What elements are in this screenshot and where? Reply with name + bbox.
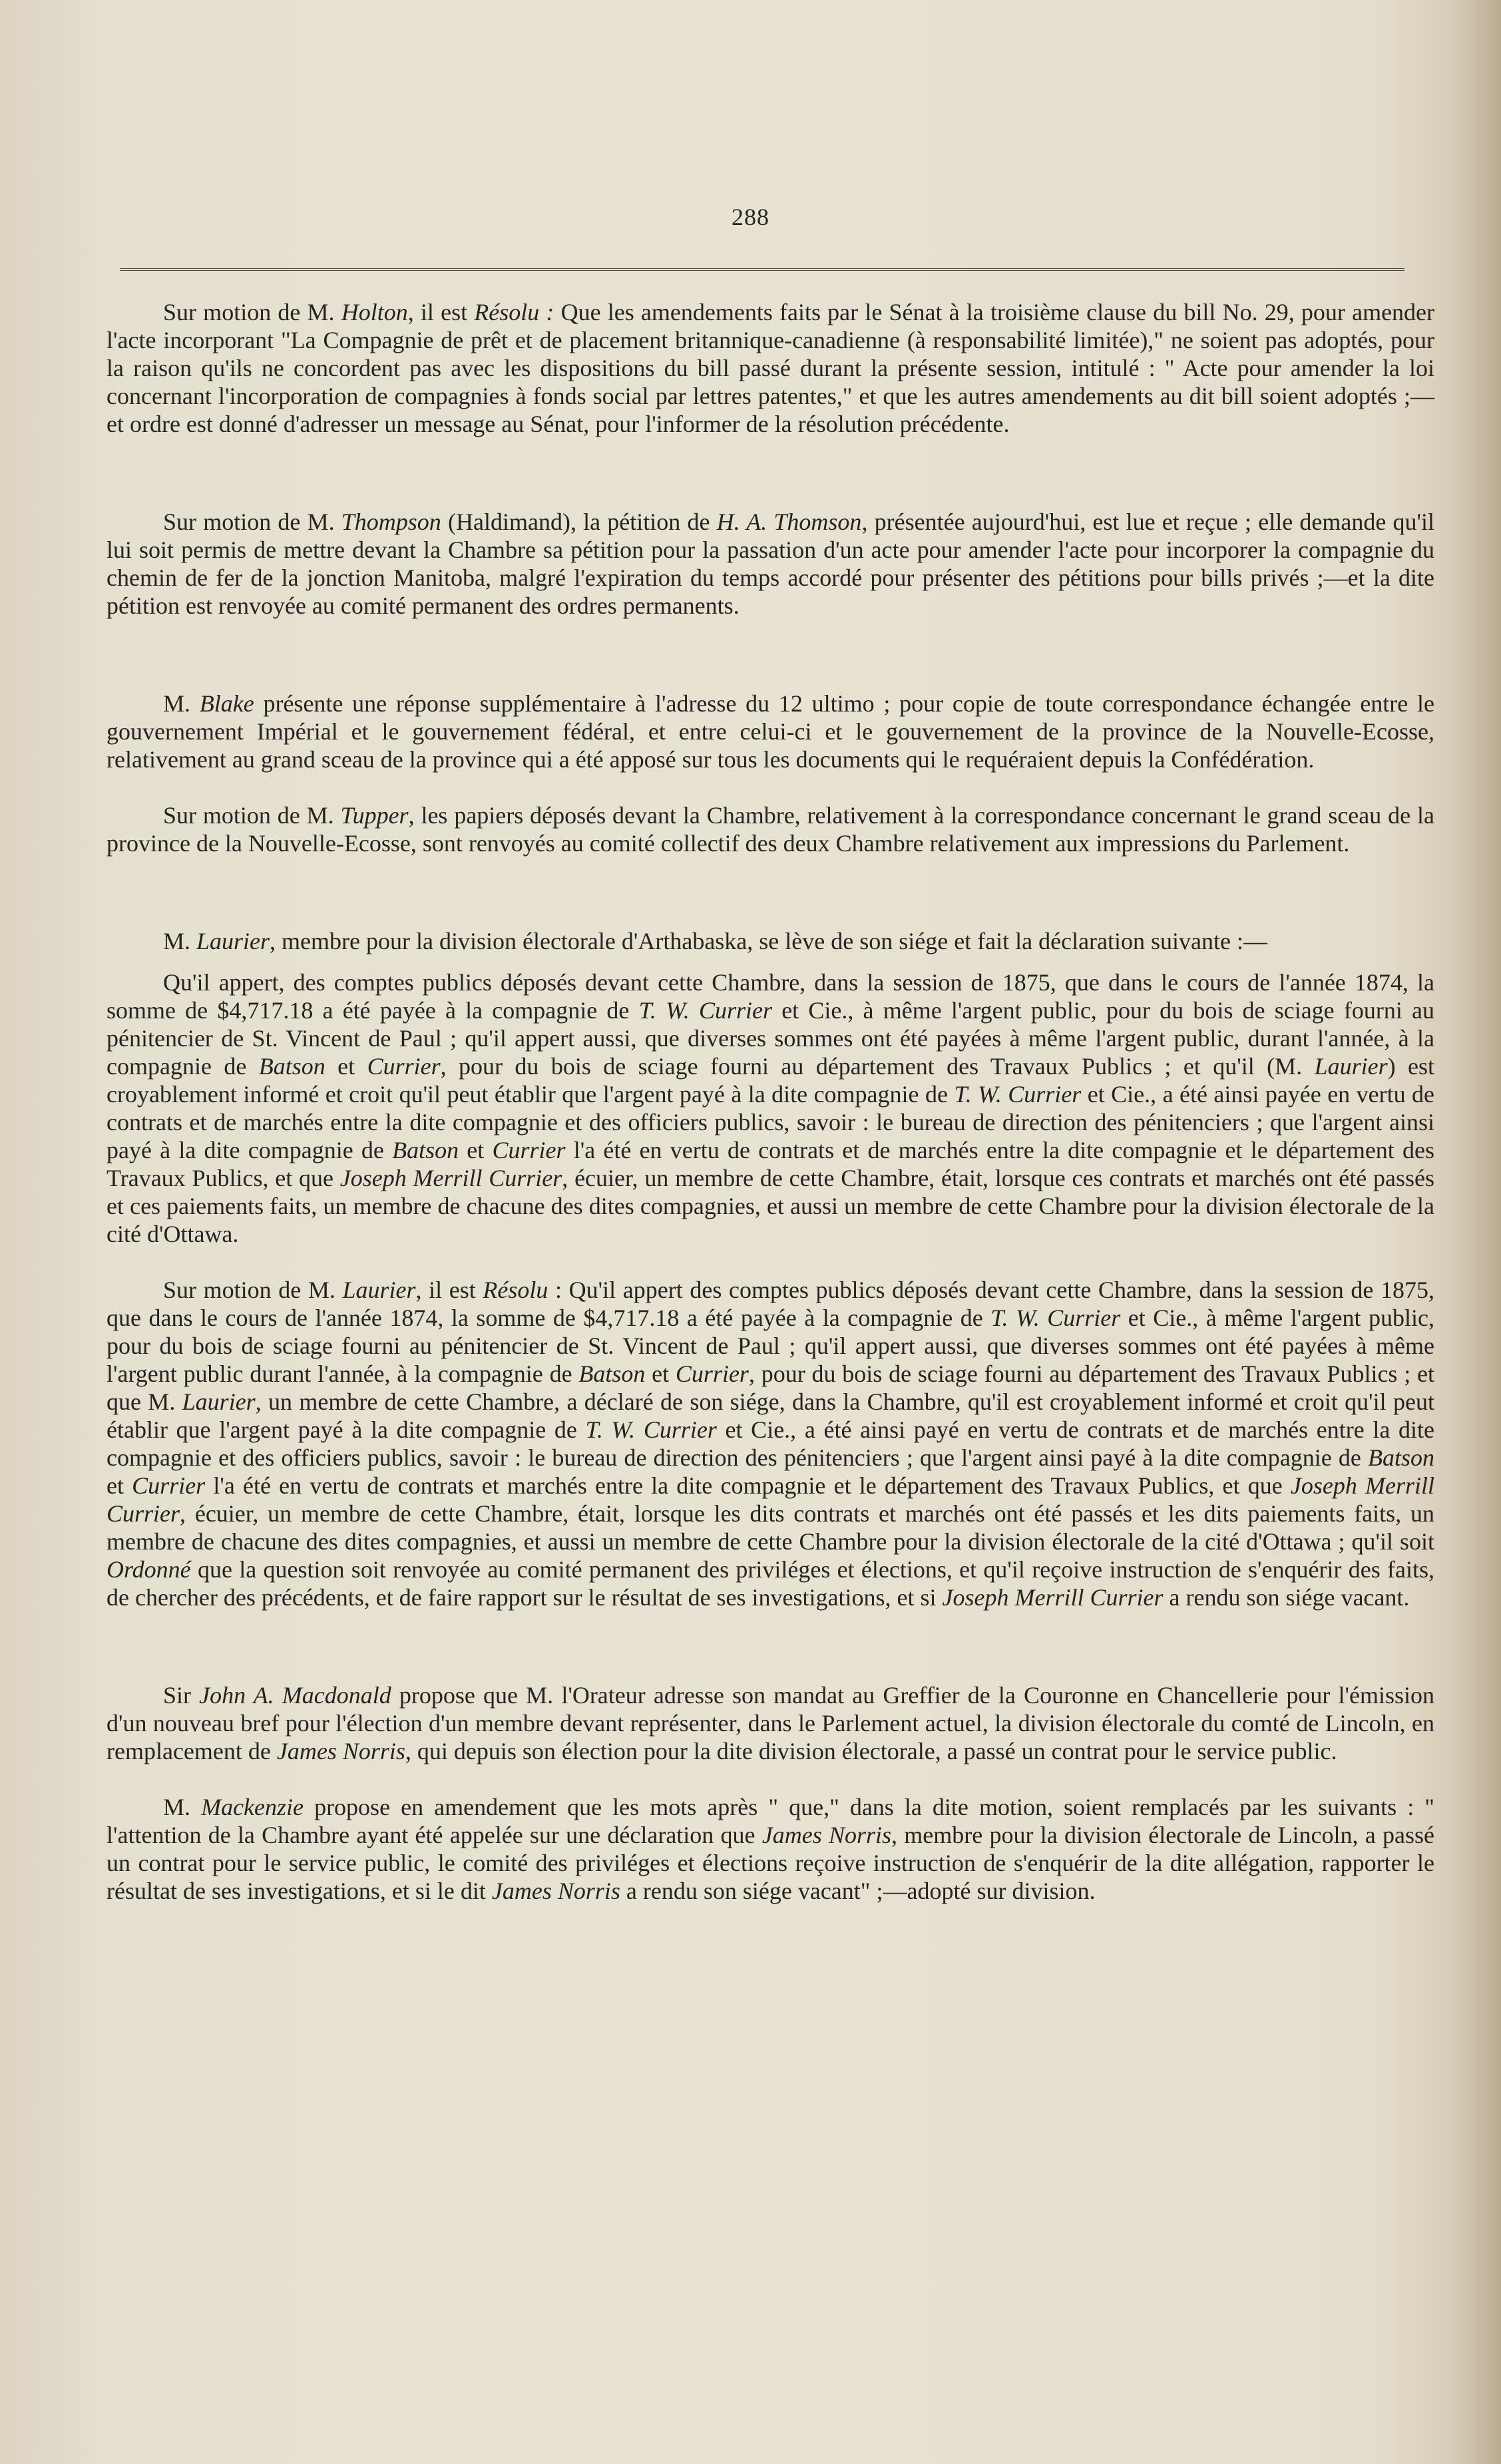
page-number: 288 [732,204,769,230]
paragraph-declaration-text: Qu'il appert, des comptes publics déposés devant cette Chambre, dans la session de 1875, que dans le cours de l'année 1874, la somme de $4,717.18 a été payée à la compagnie de T. W. Currier et Cie., à même l'argent public, pour du bois de sciage fourni au pénitencier de St. Vincent de Paul ; qu'il appert aussi, que diverses sommes ont été payées à même l'argent public, durant l'année, à la compagnie de Batson et Currier, pour du bois de sciage fourni au département des Travaux Publics ; et qu'il (M. Laurier) est croyablement informé et croit qu'il peut établir que l'argent payé à la dite compagnie de T. W. Currier et Cie., a été ainsi payée en vertu de contrats et de marchés entre la dite compagnie et des officiers publics, savoir : le bureau de direction des pénitenciers ; que l'argent ainsi payé à la dite compagnie de Batson et Currier l'a été en vertu de contrats et de marchés entre la dite compagnie et le département des Travaux Publics, et que Joseph Merrill Currier, écuier, un membre de cette Chambre, était, lorsque ces contrats et marchés ont été passés et ces paiements faits, un membre de chacune des dites compagnies, et aussi un membre de cette Chambre pour la division électorale de la cité d'Ottawa. [107,969,1435,1247]
paragraph-holton-motion: Sur motion de M. Holton, il est Résolu : Que les amendements faits par le Sénat à la troisième clause du bill No. 29, pour amender l'acte incorporant "La Compagnie de prêt et de placement britannique-canadienne (à responsabilité limitée)," ne soient pas adoptés, pour la raison qu'ils ne concordent pas avec les dispositions du bill passé durant la présente session, intitulé : " Acte pour amender la loi concernant l'incorporation de compagnies à fonds social par lettres patentes," et que les autres amendements au dit bill soient adoptés ;—et ordre est donné d'adresser un message au Sénat, pour l'informer de la résolution précédente. [107,299,1435,437]
header-rule [120,268,1404,275]
paragraph-macdonald-motion: Sir John A. Macdonald propose que M. l'Orateur adresse son mandat au Greffier de la Couronne en Chancellerie pour l'émission d'un nouveau bref pour l'élection d'un membre devant représenter, dans le Parlement actuel, la division électorale du comté de Lincoln, en remplacement de James Norris, qui depuis son élection pour la dite division électorale, a passé un contrat pour le service public. [107,1682,1434,1764]
paragraph-blake-reply: M. Blake présente une réponse supplémentaire à l'adresse du 12 ultimo ; pour copie de toute correspondance échangée entre le gouvernement Impérial et le gouvernement fédéral, et entre celui-ci et le gouvernement de la province de la Nouvelle-Ecosse, relativement au grand sceau de la province qui a été apposé sur tous les documents qui le requéraient depuis la Confédération. [107,690,1434,773]
paragraph-laurier-resolution: Sur motion de M. Laurier, il est Résolu : Qu'il appert des comptes publics déposés devant cette Chambre, dans la session de 1875, que dans le cours de l'année 1874, la somme de $4,717.18 a été payée à la compagnie de T. W. Currier et Cie., à même l'argent public, pour du bois de sciage fourni au pénitencier de St. Vincent de Paul ; qu'il appert aussi, que diverses sommes ont été payées à même l'argent public durant l'année, à la compagnie de Batson et Currier, pour du bois de sciage fourni au département des Travaux Publics ; et que M. Laurier, un membre de cette Chambre, a déclaré de son siége, dans la Chambre, qu'il est croyablement informé et croit qu'il peut établir que l'argent payé à la dite compagnie de T. W. Currier et Cie., a été ainsi payé en vertu de contrats et de marchés entre la dite compagnie et des officiers publics, savoir : le bureau de direction des pénitenciers ; que l'argent ainsi payé à la dite compagnie de Batson et Currier l'a été en vertu de contrats et marchés entre la dite compagnie et le département des Travaux Publics, et que Joseph Merrill Currier, écuier, un membre de cette Chambre, était, lorsque les dits contrats et marchés ont été passés et les dits paiements faits, un membre de chacune des dites compagnies, et aussi un membre de cette Chambre pour la division électorale de la cité d'Ottawa ; qu'il soit Ordonné que la question soit renvoyée au comité permanent des priviléges et élections, et qu'il reçoive instruction de s'enquérir des faits, de chercher des précédents, et de faire rapport sur le résultat de ses investigations, et si Joseph Merrill Currier a rendu son siége vacant. [107,1277,1434,1611]
paragraph-mackenzie-amendment: M. Mackenzie propose en amendement que les mots après " que," dans la dite motion, soient remplacés par les suivants : " l'attention de la Chambre ayant été appelée sur une déclaration que James Norris, membre pour la division électorale de Lincoln, a passé un contrat pour le service public, le comité des priviléges et élections reçoive instruction de s'enquérir de la dite allégation, rapporter le résultat de ses investigations, et si le dit James Norris a rendu son siége vacant" ;—adopté sur division. [107,1794,1434,1904]
paragraph-tupper-motion: Sur motion de M. Tupper, les papiers déposés devant la Chambre, relativement à la correspondance concernant le grand sceau de la province de la Nouvelle-Ecosse, sont renvoyés au comité collectif des deux Chambre relativement aux impressions du Parlement. [107,802,1434,857]
page-body [107,298,1434,1905]
paragraph-thompson-petition: Sur motion de M. Thompson (Haldimand), la pétition de H. A. Thomson, présentée aujourd'hui, est lue et reçue ; elle demande qu'il lui soit permis de mettre devant la Chambre sa pétition pour la passation d'un acte pour amender l'acte pour incorporer la compagnie du chemin de fer de la jonction Manitoba, malgré l'expiration du temps accordé pour présenter des pétitions pour bills privés ;—et la dite pétition est renvoyée au comité permanent des ordres permanents. [107,509,1435,619]
paragraph-laurier-declaration: M. Laurier, membre pour la division électorale d'Arthabaska, se lève de son siége et fait la déclaration suivante :— [163,928,1268,954]
